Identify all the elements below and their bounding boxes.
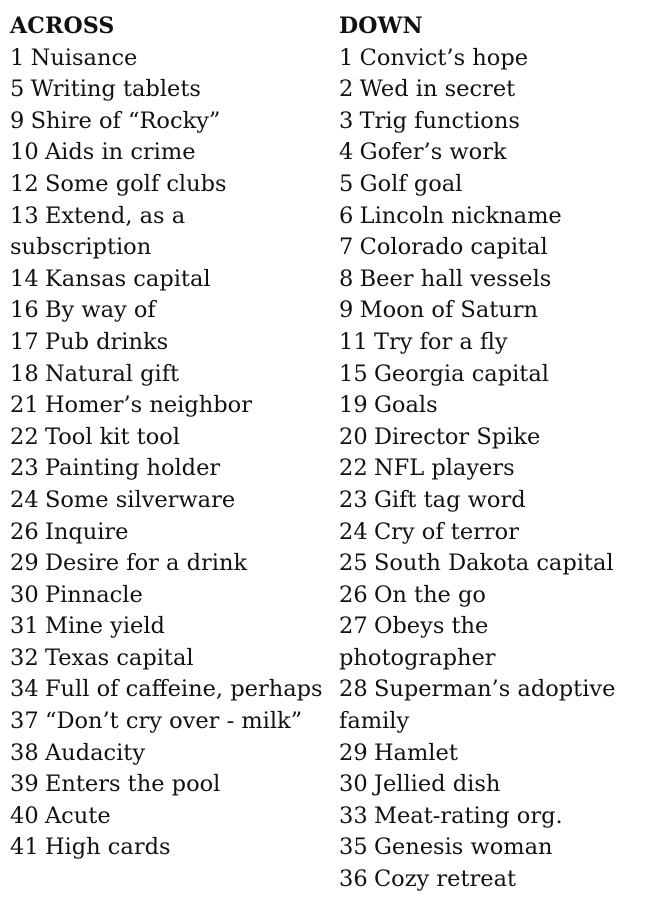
clue-item [339, 359, 644, 391]
clue-number: 31 [10, 613, 39, 640]
clue-item [10, 769, 330, 801]
down-clue-list [339, 43, 644, 896]
clue-item [10, 422, 330, 454]
clue-number: 35 [339, 834, 368, 861]
clue-number: 23 [339, 486, 368, 513]
clue-number: 25 [339, 550, 368, 577]
clue-number: 20 [339, 423, 368, 450]
clue-text: Colorado capital [359, 234, 548, 261]
clue-item [339, 422, 644, 454]
clue-item [339, 517, 644, 549]
clue-item [10, 359, 330, 391]
clue-number: 23 [10, 455, 39, 482]
clue-item [339, 674, 644, 737]
clue-item [339, 832, 644, 864]
clue-text: Genesis woman [373, 834, 553, 861]
clue-text: Superman’s adoptive family [339, 676, 616, 735]
clue-text: Desire for a drink [44, 550, 248, 577]
clue-item [10, 264, 330, 296]
clue-item [339, 611, 644, 674]
clue-number: 15 [339, 360, 368, 387]
clue-text: Natural gift [44, 360, 180, 387]
clue-text: Meat-rating org. [373, 802, 563, 829]
clue-text: Shire of “Rocky” [30, 107, 221, 134]
clue-number: 22 [339, 455, 368, 482]
clue-item [10, 106, 330, 138]
clue-text: Texas capital [44, 644, 194, 671]
clue-item [10, 295, 330, 327]
clue-number: 26 [339, 581, 368, 608]
clue-item [10, 74, 330, 106]
clue-number: 26 [10, 518, 39, 545]
clue-text: “Don’t cry over - milk” [44, 708, 303, 735]
clue-number: 28 [339, 676, 368, 703]
clue-item [339, 74, 644, 106]
clue-item [339, 137, 644, 169]
clue-number: 38 [10, 739, 39, 766]
clue-text: Extend, as a subscription [10, 202, 186, 261]
clue-text: Director Spike [373, 423, 541, 450]
clue-number: 17 [10, 328, 39, 355]
clue-number: 1 [10, 44, 25, 71]
clue-text: Try for a fly [373, 328, 508, 355]
clue-text: Inquire [44, 518, 129, 545]
clue-item [10, 137, 330, 169]
clue-item [10, 485, 330, 517]
clue-text: Kansas capital [44, 265, 211, 292]
clue-item [10, 738, 330, 770]
clue-item [339, 264, 644, 296]
clue-text: Full of caffeine, perhaps [44, 676, 323, 703]
clue-text: Writing tablets [30, 76, 201, 103]
clue-text: NFL players [373, 455, 515, 482]
clue-number: 37 [10, 708, 39, 735]
clue-text: High cards [44, 834, 171, 861]
clue-item [339, 106, 644, 138]
clue-number: 24 [10, 486, 39, 513]
clue-text: Obeys the photographer [339, 613, 496, 671]
clue-text: Gift tag word [373, 486, 526, 513]
clue-text: Enters the pool [44, 771, 221, 798]
clue-number: 5 [339, 170, 354, 197]
clue-text: Beer hall vessels [359, 265, 552, 292]
clue-number: 5 [10, 76, 25, 103]
clue-item [10, 674, 330, 706]
across-heading: ACROSS [10, 13, 115, 39]
clue-number: 24 [339, 518, 368, 545]
clue-text: Jellied dish [373, 771, 501, 798]
clue-text: Aids in crime [44, 139, 196, 166]
clue-number: 18 [10, 360, 39, 387]
clue-number: 9 [10, 107, 25, 134]
clue-number: 16 [10, 297, 39, 324]
clue-item [10, 580, 330, 612]
clue-item [339, 390, 644, 422]
clue-item [10, 43, 330, 75]
clue-item [10, 643, 330, 675]
clue-item [339, 580, 644, 612]
clue-number: 22 [10, 423, 39, 450]
clue-text: South Dakota capital [373, 550, 614, 577]
clue-item [10, 517, 330, 549]
clue-number: 9 [339, 297, 354, 324]
clue-number: 30 [339, 771, 368, 798]
clue-item [10, 548, 330, 580]
clue-item [339, 327, 644, 359]
clue-number: 14 [10, 265, 39, 292]
clue-item [10, 201, 330, 264]
clue-number: 21 [10, 392, 39, 419]
clue-text: By way of [44, 297, 156, 324]
clue-text: Painting holder [44, 455, 221, 482]
clue-number: 19 [339, 392, 368, 419]
clue-item [339, 295, 644, 327]
clue-number: 1 [339, 44, 354, 71]
clue-number: 33 [339, 802, 368, 829]
clue-text: Goals [373, 392, 438, 419]
down-heading: DOWN [339, 13, 423, 39]
clue-item [339, 548, 644, 580]
clue-number: 7 [339, 234, 354, 261]
clue-text: Some silverware [44, 486, 236, 513]
clue-text: Cry of terror [373, 518, 519, 545]
clue-text: Lincoln nickname [359, 202, 562, 229]
clue-text: Pinnacle [44, 581, 143, 608]
clue-number: 32 [10, 644, 39, 671]
clue-text: Moon of Saturn [359, 297, 539, 324]
clue-text: Audacity [44, 739, 146, 766]
clue-item [339, 738, 644, 770]
clue-number: 41 [10, 834, 39, 861]
clue-number: 4 [339, 139, 354, 166]
clue-number: 10 [10, 139, 39, 166]
clue-text: Gofer’s work [359, 139, 507, 166]
clue-item [339, 769, 644, 801]
clue-text: On the go [373, 581, 486, 608]
clue-item [10, 801, 330, 833]
clue-item [10, 832, 330, 864]
clue-text: Golf goal [359, 170, 463, 197]
clue-text: Georgia capital [373, 360, 549, 387]
clue-number: 29 [339, 739, 368, 766]
clue-item [10, 706, 330, 738]
clue-text: Acute [44, 802, 111, 829]
clue-item [339, 864, 644, 896]
clue-item [10, 169, 330, 201]
across-column [10, 11, 330, 864]
clue-text: Trig functions [359, 107, 520, 134]
clue-number: 40 [10, 802, 39, 829]
clue-text: Nuisance [30, 44, 138, 71]
clue-number: 27 [339, 613, 368, 640]
clue-item [339, 453, 644, 485]
clue-item [10, 390, 330, 422]
clue-text: Tool kit tool [44, 423, 180, 450]
clue-item [339, 485, 644, 517]
clue-text: Some golf clubs [44, 170, 227, 197]
clue-item [339, 232, 644, 264]
clue-item [10, 611, 330, 643]
clue-item [339, 801, 644, 833]
clue-text: Pub drinks [44, 328, 169, 355]
clue-number: 8 [339, 265, 354, 292]
clue-number: 36 [339, 866, 368, 893]
clue-number: 34 [10, 676, 39, 703]
clue-number: 12 [10, 170, 39, 197]
clue-item [339, 169, 644, 201]
clue-number: 29 [10, 550, 39, 577]
clue-text: Homer’s neighbor [44, 392, 252, 419]
clue-number: 11 [339, 328, 368, 355]
clue-text: Convict’s hope [359, 44, 529, 71]
down-column [339, 11, 644, 896]
clue-number: 6 [339, 202, 354, 229]
clue-number: 39 [10, 771, 39, 798]
clue-item [10, 327, 330, 359]
clue-item [339, 43, 644, 75]
clue-number: 13 [10, 202, 39, 229]
clue-text: Cozy retreat [373, 866, 517, 893]
clue-number: 2 [339, 76, 354, 103]
clue-item [339, 201, 644, 233]
clue-item [10, 453, 330, 485]
clue-number: 3 [339, 107, 354, 134]
clue-text: Hamlet [373, 739, 458, 766]
clue-text: Mine yield [44, 613, 165, 640]
clue-number: 30 [10, 581, 39, 608]
across-clue-list [10, 43, 330, 864]
clue-text: Wed in secret [359, 76, 516, 103]
